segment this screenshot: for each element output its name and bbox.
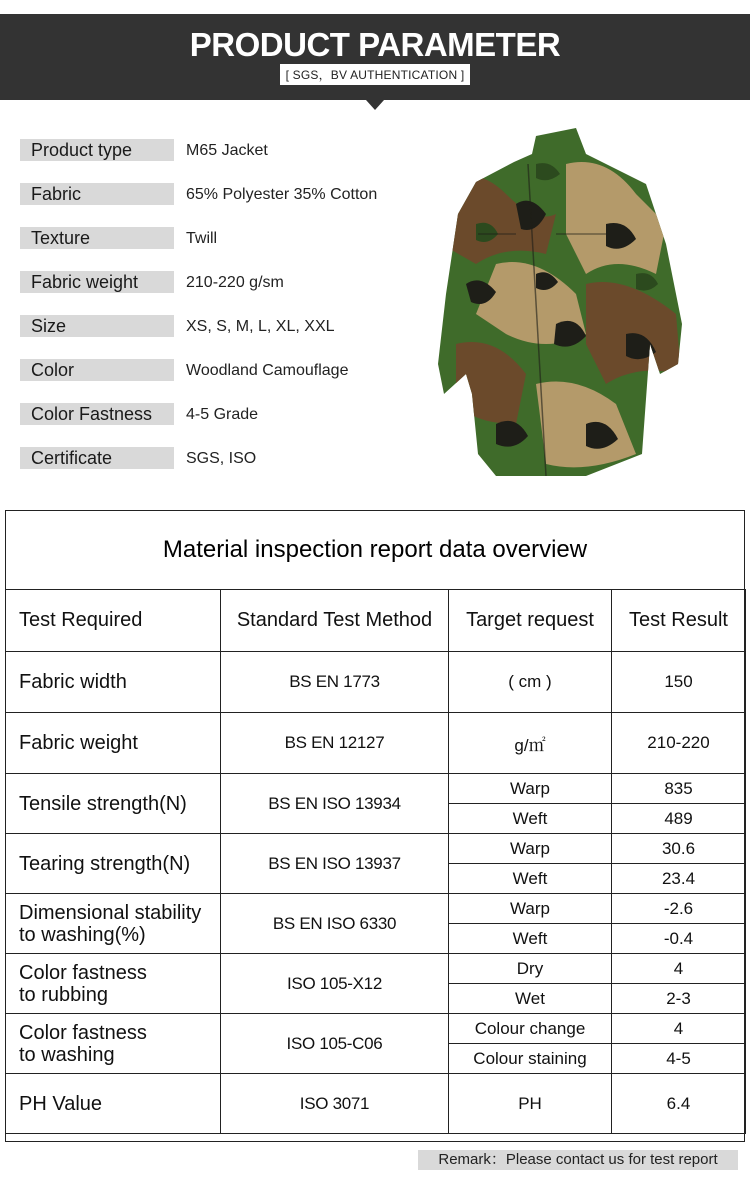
- test-name: Tearing strength(N): [6, 834, 221, 894]
- parameter-value: Woodland Camouflage: [186, 362, 349, 379]
- test-name-line: to rubbing: [19, 983, 108, 1006]
- parameter-label: Product type: [20, 139, 174, 161]
- page-subtitle: [0, 64, 750, 85]
- test-result: -2.6: [612, 894, 746, 924]
- table-row: [6, 1014, 746, 1044]
- table-row: [6, 1074, 746, 1134]
- target-request: Dry: [449, 954, 612, 984]
- test-method: BS EN ISO 13934: [221, 774, 449, 834]
- target-request: Wet: [449, 984, 612, 1014]
- target-request: g/㎡: [449, 713, 612, 774]
- test-name-line: to washing(%): [19, 923, 146, 946]
- column-header: Test Result: [612, 590, 746, 652]
- test-method: BS EN 12127: [221, 713, 449, 774]
- header-banner: [0, 14, 750, 100]
- report-title: Material inspection report data overview: [162, 536, 588, 563]
- test-name-line: to washing: [19, 1043, 115, 1066]
- test-method: BS EN 1773: [221, 652, 449, 713]
- test-result: 6.4: [612, 1074, 746, 1134]
- test-result: 150: [612, 652, 746, 713]
- table-row: [6, 834, 746, 864]
- test-result: 210-220: [612, 713, 746, 774]
- test-result: 4: [612, 954, 746, 984]
- test-name: [6, 954, 221, 1014]
- report-table: [5, 589, 746, 1134]
- parameter-row: [20, 224, 420, 250]
- test-name: Fabric width: [6, 652, 221, 713]
- parameter-row: [20, 312, 420, 338]
- test-name: PH Value: [6, 1074, 221, 1134]
- parameter-label: Color Fastness: [20, 403, 174, 425]
- remark-note: Remark：Please contact us for test report: [418, 1150, 738, 1170]
- test-result: 835: [612, 774, 746, 804]
- page-title: PRODUCT PARAMETER: [189, 26, 561, 63]
- inspection-report: [5, 510, 745, 1142]
- test-name: Tensile strength(N): [6, 774, 221, 834]
- test-name-line: Color fastness: [19, 961, 147, 984]
- parameter-value: Twill: [186, 230, 218, 247]
- column-header: Standard Test Method: [221, 590, 449, 652]
- test-method: BS EN ISO 13937: [221, 834, 449, 894]
- parameter-value: XS, S, M, L, XL, XXL: [186, 318, 335, 335]
- parameter-row: [20, 268, 420, 294]
- parameter-label: Size: [20, 315, 174, 337]
- parameter-row: [20, 356, 420, 382]
- test-result: 489: [612, 804, 746, 834]
- parameter-value: SGS, ISO: [186, 450, 257, 467]
- parameter-label: Fabric weight: [20, 271, 174, 293]
- parameter-label: Certificate: [20, 447, 174, 469]
- test-name: Fabric weight: [6, 713, 221, 774]
- column-header: Target request: [449, 590, 612, 652]
- test-method: ISO 105-X12: [221, 954, 449, 1014]
- target-request: Weft: [449, 924, 612, 954]
- test-method: ISO 105-C06: [221, 1014, 449, 1074]
- test-name-line: Color fastness: [19, 1021, 147, 1044]
- test-name: [6, 1014, 221, 1074]
- test-result: 23.4: [612, 864, 746, 894]
- table-row: [6, 774, 746, 804]
- table-header-row: [6, 590, 746, 652]
- target-request: Colour change: [449, 1014, 612, 1044]
- parameter-label: Texture: [20, 227, 174, 249]
- table-row: [6, 954, 746, 984]
- target-request: Colour staining: [449, 1044, 612, 1074]
- header-pointer: [366, 100, 384, 110]
- parameter-row: [20, 180, 420, 206]
- parameter-row: [20, 400, 420, 426]
- target-request: ( cm ): [449, 652, 612, 713]
- test-method: BS EN ISO 6330: [221, 894, 449, 954]
- target-request: Warp: [449, 834, 612, 864]
- parameter-value: M65 Jacket: [186, 142, 268, 159]
- test-result: 4: [612, 1014, 746, 1044]
- authentication-badge: [ SGS，BV AUTHENTICATION ]: [280, 64, 471, 85]
- parameter-label: Fabric: [20, 183, 174, 205]
- test-result: -0.4: [612, 924, 746, 954]
- test-result: 30.6: [612, 834, 746, 864]
- column-header: Test Required: [6, 590, 221, 652]
- target-request: Weft: [449, 864, 612, 894]
- test-method: ISO 3071: [221, 1074, 449, 1134]
- target-request: Warp: [449, 894, 612, 924]
- table-row: [6, 652, 746, 713]
- test-name-line: Dimensional stability: [19, 901, 202, 924]
- target-request: PH: [449, 1074, 612, 1134]
- test-name: [6, 894, 221, 954]
- parameter-row: [20, 136, 420, 162]
- parameter-value: 65% Polyester 35% Cotton: [186, 186, 378, 203]
- target-request: Weft: [449, 804, 612, 834]
- test-result: 4-5: [612, 1044, 746, 1074]
- table-row: [6, 894, 746, 924]
- test-result: 2-3: [612, 984, 746, 1014]
- parameter-row: [20, 444, 420, 470]
- parameter-label: Color: [20, 359, 174, 381]
- target-request: Warp: [449, 774, 612, 804]
- table-row: [6, 713, 746, 774]
- parameter-value: 4-5 Grade: [186, 406, 259, 423]
- jacket-image: [436, 124, 688, 484]
- parameter-value: 210-220 g/sm: [186, 274, 284, 291]
